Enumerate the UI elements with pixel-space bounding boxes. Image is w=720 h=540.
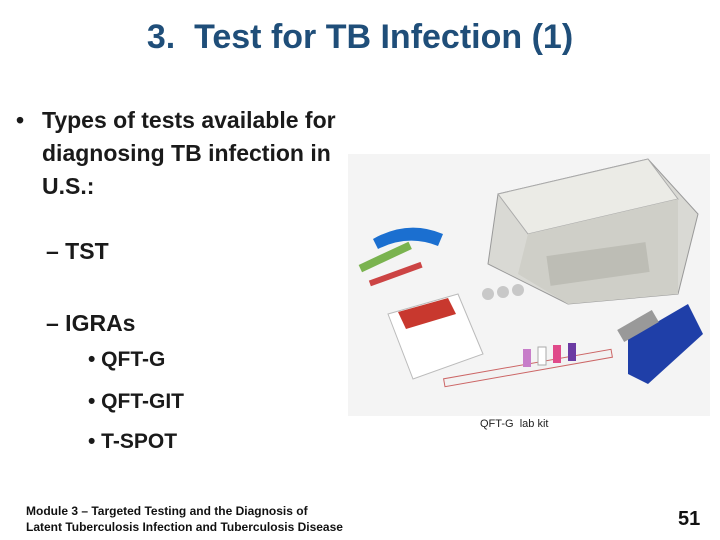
sub-item-igras: – IGRAs — [46, 310, 136, 336]
igra-item-qft-g: • QFT-G — [88, 348, 166, 371]
slide-title: 3. Test for TB Infection (1) — [146, 18, 574, 56]
page-number: 51 — [678, 508, 701, 530]
photo-caption: QFT-G lab kit — [480, 418, 549, 430]
footer-line-1: Module 3 – Targeted Testing and the Diagnosis of — [26, 504, 308, 518]
igra-item-qft-git: • QFT-GIT — [88, 390, 185, 413]
qft-lab-kit-photo — [348, 154, 710, 416]
footer — [26, 503, 426, 535]
sub-item-tst: – TST — [46, 238, 109, 264]
main-bullet-text: Types of tests available for diagnosing TB infection in U.S.: — [42, 107, 336, 199]
bullet-dot: • — [16, 107, 25, 133]
footer-line-2: Latent Tuberculosis Infection and Tuberculosis Disease — [26, 520, 343, 534]
igra-item-t-spot: • T-SPOT — [88, 430, 178, 453]
main-bullet — [16, 104, 356, 203]
